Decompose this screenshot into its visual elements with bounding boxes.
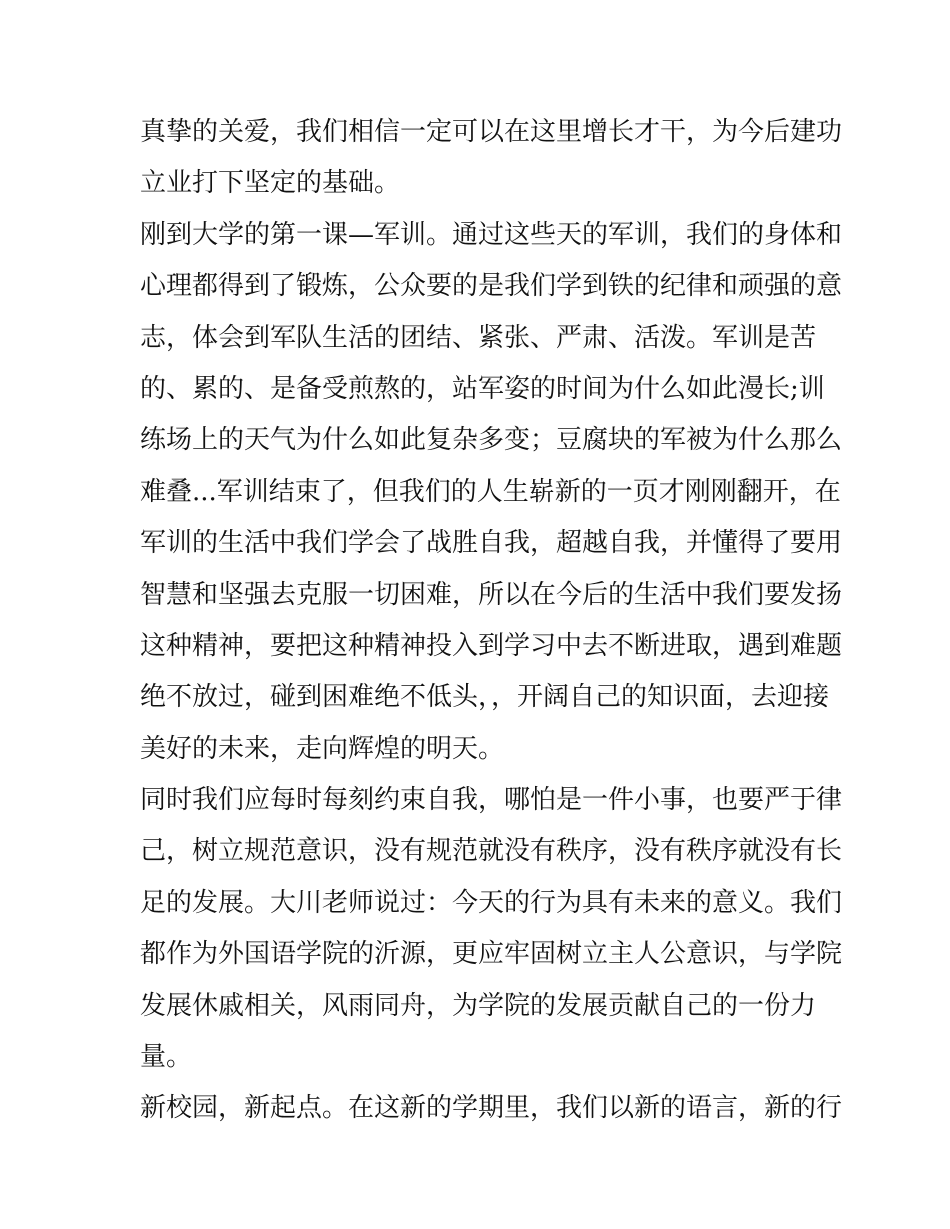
- text-line: 刚到大学的第一课—军训。通过这些天的军训，我们的身体和: [140, 219, 843, 250]
- document-body: [140, 107, 843, 1135]
- text-line: 新校园，新起点。在这新的学期里，我们以新的语言，新的行: [140, 1093, 843, 1124]
- text-line: 都作为外国语学院的沂源，更应牢固树立主人公意识，与学院: [140, 939, 843, 970]
- text-line: 练场上的天气为什么如此复杂多变；豆腐块的军被为什么那么: [140, 425, 843, 456]
- text-line: 这种精神，要把这种精神投入到学习中去不断进取，遇到难题: [140, 630, 843, 661]
- text-line: 同时我们应每时每刻约束自我，哪怕是一件小事，也要严于律: [140, 785, 843, 816]
- text-line: 的、累的、是备受煎熬的，站军姿的时间为什么如此漫长;训: [140, 373, 825, 404]
- text-line: 难叠...军训结束了，但我们的人生崭新的一页才刚刚翻开，在: [140, 476, 841, 507]
- text-line: 志，体会到军队生活的团结、紧张、严肃、活泼。军训是苦: [140, 322, 817, 353]
- text-line: 美好的未来，走向辉煌的明天。: [140, 733, 505, 764]
- text-line: 真挚的关爱，我们相信一定可以在这里增长才干，为今后建功: [140, 117, 843, 147]
- text-line: 量。: [140, 1042, 193, 1073]
- text-line: 足的发展。大川老师说过：今天的行为具有未来的意义。我们: [140, 887, 843, 918]
- text-line: 发展休戚相关，风雨同舟，为学院的发展贡献自己的一份力: [140, 990, 817, 1021]
- text-line: 己，树立规范意识，没有规范就没有秩序，没有秩序就没有长: [140, 836, 843, 867]
- text-line: 心理都得到了锻炼，公众要的是我们学到铁的纪律和顽强的意: [140, 271, 843, 302]
- text-line: 立业打下坚定的基础。: [140, 168, 401, 199]
- text-line: 军训的生活中我们学会了战胜自我，超越自我，并懂得了要用: [140, 528, 843, 559]
- text-line: 智慧和坚强去克服一切困难，所以在今后的生活中我们要发扬: [140, 579, 843, 610]
- text-line: 绝不放过，碰到困难绝不低头，，开阔自己的知识面，去迎接: [140, 682, 830, 713]
